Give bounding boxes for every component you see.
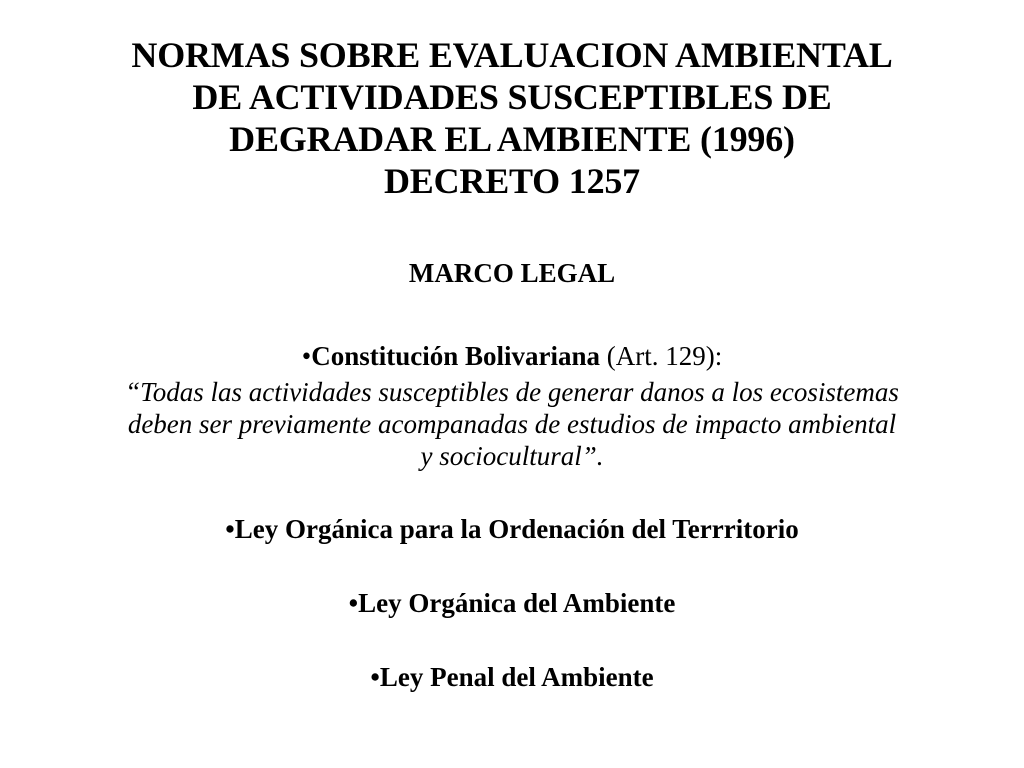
slide-title	[40, 34, 984, 202]
bullet: •	[370, 662, 380, 692]
title-line: NORMAS SOBRE EVALUACION AMBIENTAL	[131, 35, 893, 75]
list-item-ley-ordenacion	[0, 513, 1024, 545]
list-item-constitucion	[0, 340, 1024, 372]
item-reference: (Art. 129):	[600, 341, 723, 371]
section-heading: MARCO LEGAL	[408, 258, 616, 288]
item-title: Ley Orgánica del Ambiente	[358, 588, 676, 618]
item-title: Ley Orgánica para la Ordenación del Terrritorio	[234, 514, 799, 544]
title-line: DEGRADAR EL AMBIENTE (1996)	[229, 119, 795, 159]
quote-line: deben ser previamente acompanadas de estudios de impacto ambiental	[127, 409, 897, 439]
item-title: Constitución Bolivariana	[311, 341, 600, 371]
quote-line: “Todas las actividades susceptibles de generar danos a los ecosistemas	[125, 377, 899, 407]
bullet: •	[348, 588, 359, 618]
quote-line: y sociocultural”.	[420, 441, 604, 471]
constitution-quote	[40, 376, 984, 472]
bullet: •	[301, 341, 312, 371]
title-line: DECRETO 1257	[384, 161, 640, 201]
list-item-ley-ambiente	[0, 587, 1024, 619]
list-item-ley-penal	[0, 661, 1024, 693]
item-title: Ley Penal del Ambiente	[379, 662, 654, 692]
bullet: •	[225, 514, 235, 544]
title-line: DE ACTIVIDADES SUSCEPTIBLES DE	[192, 77, 832, 117]
